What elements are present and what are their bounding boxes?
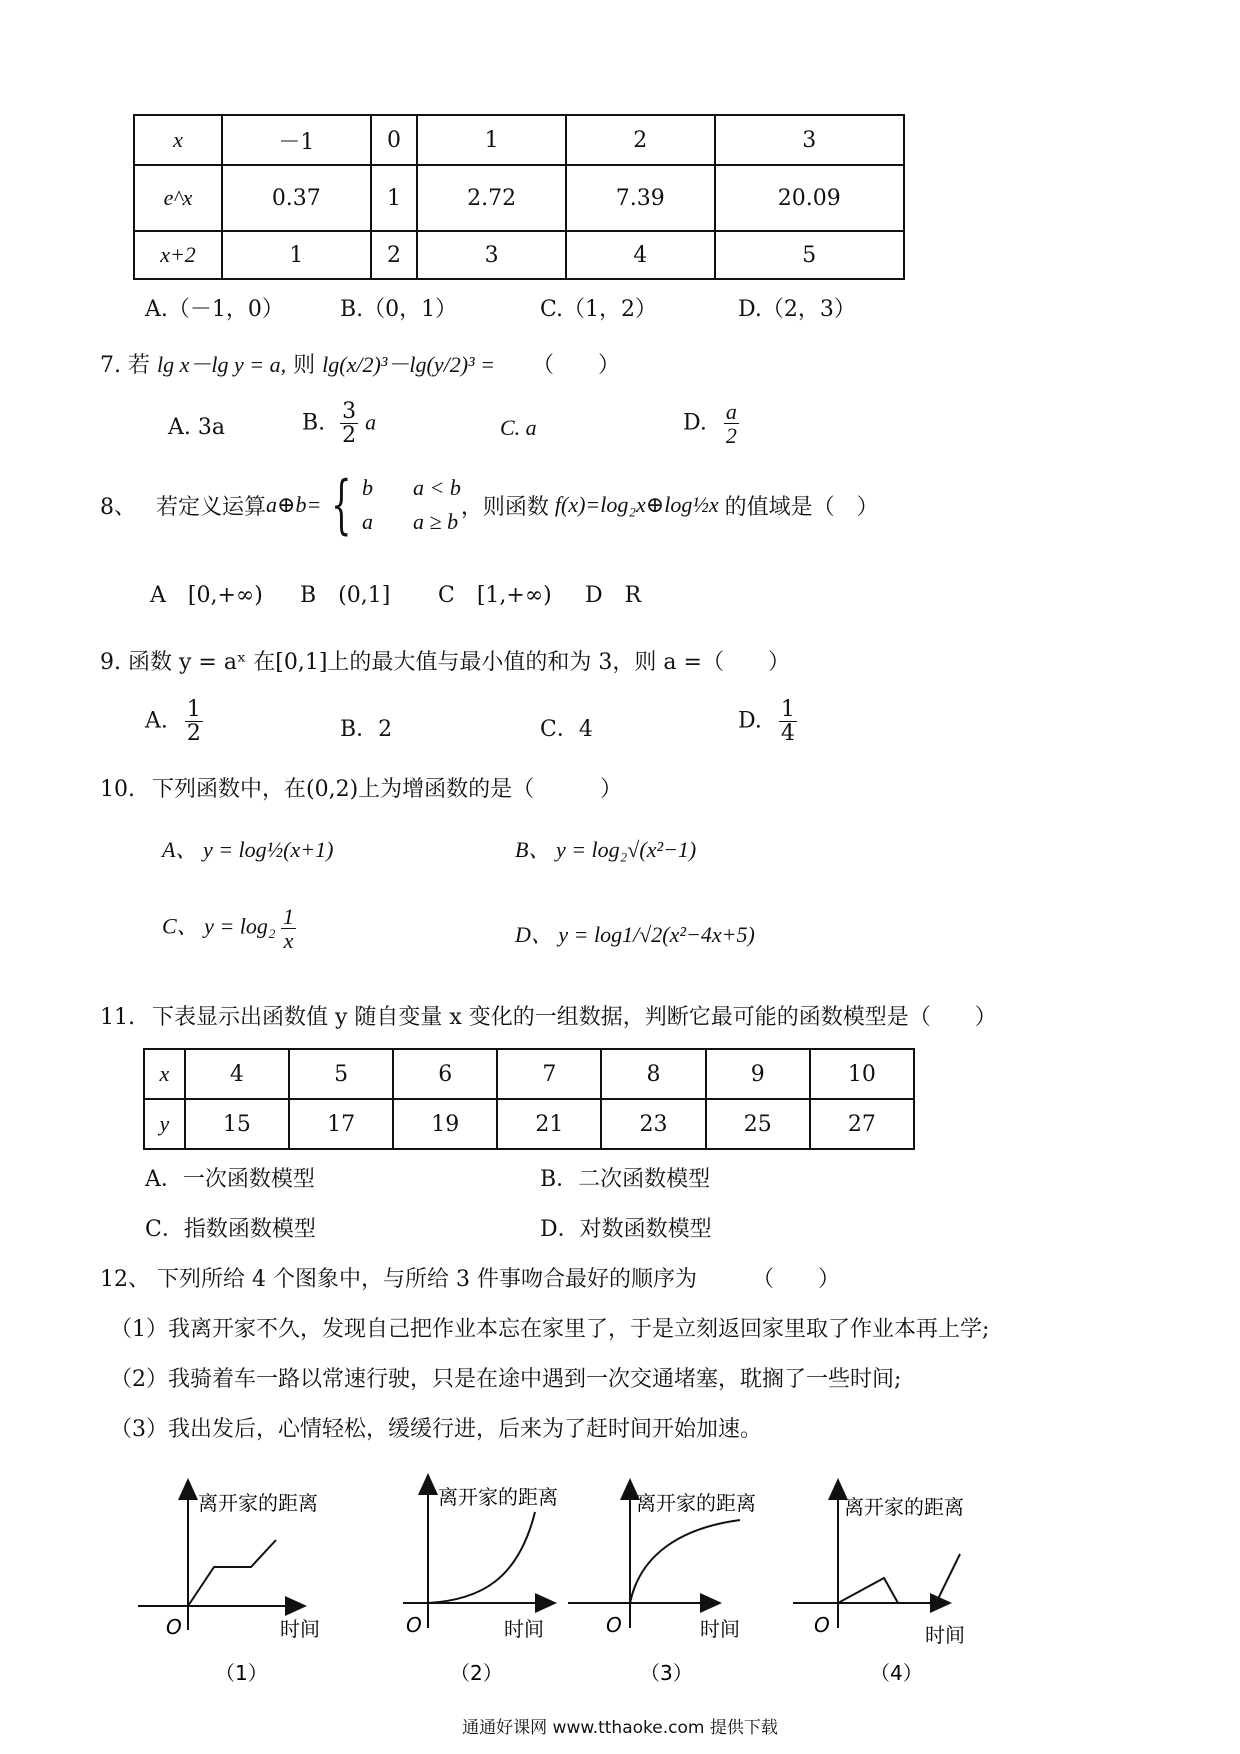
graph-2-curve xyxy=(428,1512,535,1603)
table-cell: x+2 xyxy=(134,231,222,279)
q7-expression: lg(x/2)³－lg(y/2)³ = xyxy=(322,352,495,377)
q10-stem xyxy=(100,772,622,803)
q8-option-a: A [0,+∞) xyxy=(150,583,263,608)
fraction-numerator: 3 xyxy=(342,399,357,424)
q8-function: f(x)=log₂x⊕log½x xyxy=(554,492,719,517)
q11-option-d: D．对数函数模型 xyxy=(540,1217,712,1242)
q12-stem xyxy=(100,1262,840,1293)
q6-option-c: C.（1，2） xyxy=(540,297,658,322)
q12-text: 下列所给 4 个图象中，与所给 3 件事吻合最好的顺序为 （ ） xyxy=(157,1267,840,1292)
q10-option-c-label: C、 y = log₂ xyxy=(162,913,276,939)
q11-text: 下表显示出函数值 y 随自变量 x 变化的一组数据，判断它最可能的函数模型是（ ） xyxy=(152,1005,997,1030)
q8-option-b: B (0,1] xyxy=(300,583,391,608)
table-cell: 1 xyxy=(371,165,418,231)
graph-3-xlabel: 时间 xyxy=(700,1617,740,1641)
q7-option-a: A. 3a xyxy=(168,415,225,440)
q9-option-a-label: A. xyxy=(145,708,168,734)
q8-option-c: C [1,+∞) xyxy=(438,583,552,608)
q7-option-d xyxy=(683,400,739,447)
q11-number: 11. xyxy=(100,1005,135,1030)
graph-2-origin: O xyxy=(406,1613,422,1637)
q8-option-d: D R xyxy=(585,583,642,608)
table-cell: 21 xyxy=(497,1099,601,1149)
q7-pre: 若 xyxy=(128,353,151,378)
q10-number: 10. xyxy=(100,777,135,802)
brace-icon: { xyxy=(331,468,352,542)
exp-table xyxy=(133,114,905,280)
graph-1-ylabel: 离开家的距离 xyxy=(198,1491,318,1515)
table-cell: 2 xyxy=(371,231,418,279)
table-cell: x xyxy=(134,115,222,165)
graph-4-xlabel: 时间 xyxy=(925,1623,965,1647)
fraction-denominator: x xyxy=(283,928,294,954)
graph-3 xyxy=(568,1480,756,1685)
q12-graphs xyxy=(0,1470,1240,1700)
table-cell: 17 xyxy=(289,1099,393,1149)
table-cell: 20.09 xyxy=(715,165,904,231)
table-cell: 7.39 xyxy=(566,165,715,231)
table-cell: 6 xyxy=(393,1049,497,1099)
q9-option-a xyxy=(145,698,203,745)
graph-2 xyxy=(403,1475,558,1685)
graph-2-xlabel: 时间 xyxy=(504,1617,544,1641)
q8-pre: 若定义运算 xyxy=(156,494,267,520)
q8-operator: a⊕b= xyxy=(266,492,322,517)
q7-option-d-label: D. xyxy=(683,410,707,436)
q6-option-b: B.（0，1） xyxy=(340,297,458,322)
q7-number: 7. xyxy=(100,353,121,378)
fraction-numerator: 1 xyxy=(780,697,795,722)
table-cell: 27 xyxy=(810,1099,914,1149)
q11-option-a: A．一次函数模型 xyxy=(145,1167,315,1192)
fraction-numerator: 1 xyxy=(283,904,295,929)
q9-option-c: C．4 xyxy=(540,717,593,742)
fraction-denominator: 2 xyxy=(725,423,737,449)
q10-option-a: A、 y = log½(x+1) xyxy=(162,837,334,862)
fraction-numerator: a xyxy=(725,399,737,424)
q10-option-b: B、 y = log₂√(x²−1) xyxy=(515,837,697,862)
table-cell: x xyxy=(144,1049,185,1099)
q11-option-b: B．二次函数模型 xyxy=(540,1167,711,1192)
q12-event-2: （2）我骑着车一路以常速行驶，只是在途中遇到一次交通堵塞，耽搁了一些时间; xyxy=(110,1367,902,1392)
table-cell: 7 xyxy=(497,1049,601,1099)
graph-4-ylabel: 离开家的距离 xyxy=(844,1495,964,1519)
q6-option-d: D.（2，3） xyxy=(738,297,856,322)
graph-1-origin: O xyxy=(166,1615,182,1639)
table-cell: 25 xyxy=(706,1099,810,1149)
graph-4 xyxy=(793,1480,965,1685)
q9-option-d xyxy=(738,698,797,745)
q8-piecewise xyxy=(362,471,461,539)
fraction-denominator: 2 xyxy=(186,721,201,747)
graph-2-ylabel: 离开家的距离 xyxy=(438,1485,558,1509)
q11-option-c: C．指数函数模型 xyxy=(145,1217,316,1242)
table-cell: y xyxy=(144,1099,185,1149)
q9-text: 函数 y = aˣ 在[0,1]上的最大值与最小值的和为 3，则 a =（ ） xyxy=(128,650,790,675)
table-cell: 4 xyxy=(566,231,715,279)
table-cell: 5 xyxy=(289,1049,393,1099)
q7-option-b-var: a xyxy=(365,409,377,435)
q8-case1-value: b xyxy=(362,475,374,500)
graph-3-curve xyxy=(630,1520,740,1603)
table-cell: 1 xyxy=(417,115,566,165)
q8-case1-condition: a < b xyxy=(413,475,461,500)
q9-number: 9. xyxy=(100,650,121,675)
q7-option-b xyxy=(302,400,376,447)
table-cell: 8 xyxy=(601,1049,705,1099)
q7-blank: （ ） xyxy=(531,353,620,378)
graph-1-caption: （1） xyxy=(215,1661,268,1685)
q7-stem xyxy=(100,348,620,379)
q11-stem xyxy=(100,1000,997,1031)
xy-table xyxy=(143,1048,915,1150)
q7-option-c: C. a xyxy=(500,415,537,440)
graph-4-origin: O xyxy=(814,1613,830,1637)
graph-1 xyxy=(138,1480,320,1685)
q8-case2-condition: a ≥ b xyxy=(413,509,459,534)
fraction-numerator: 1 xyxy=(186,697,201,722)
table-cell: 3 xyxy=(417,231,566,279)
table-cell: 5 xyxy=(715,231,904,279)
graph-1-xlabel: 时间 xyxy=(280,1617,320,1641)
q8-number: 8、 xyxy=(100,494,136,520)
table-cell: 19 xyxy=(393,1099,497,1149)
page-footer: 通通好课网 www.tthaoke.com 提供下载 xyxy=(462,1718,778,1738)
graph-1-curve xyxy=(188,1540,276,1606)
table-cell: 9 xyxy=(706,1049,810,1099)
q8-post: 的值域是（ ） xyxy=(724,494,879,520)
table-cell: 15 xyxy=(185,1099,289,1149)
graph-3-ylabel: 离开家的距离 xyxy=(636,1491,756,1515)
table-cell: 0.37 xyxy=(222,165,371,231)
q7-then: 则 xyxy=(293,353,316,378)
q6-option-a: A.（－1，0） xyxy=(145,297,284,322)
q12-number: 12、 xyxy=(100,1267,150,1292)
q10-option-d: D、 y = log1/√2(x²−4x+5) xyxy=(515,922,755,947)
q10-option-c xyxy=(162,905,296,952)
fraction-denominator: 2 xyxy=(342,423,357,449)
table-cell: 2.72 xyxy=(417,165,566,231)
fraction-denominator: 4 xyxy=(780,721,795,747)
q9-option-d-label: D. xyxy=(738,708,762,734)
graph-3-origin: O xyxy=(606,1613,622,1637)
table-cell: 2 xyxy=(566,115,715,165)
q7-condition: lg x－lg y = a, xyxy=(157,352,287,377)
table-cell: 1 xyxy=(222,231,371,279)
table-cell: 4 xyxy=(185,1049,289,1099)
table-cell: 10 xyxy=(810,1049,914,1099)
q8-mid: ，则函数 xyxy=(460,494,549,520)
q12-event-1: （1）我离开家不久，发现自己把作业本忘在家里了，于是立刻返回家里取了作业本再上学; xyxy=(110,1317,990,1342)
table-cell: 3 xyxy=(715,115,904,165)
q9-stem xyxy=(100,645,790,676)
q10-text: 下列函数中，在(0,2)上为增函数的是（ ） xyxy=(152,777,623,802)
q7-option-b-label: B. xyxy=(302,410,326,436)
table-cell: e^x xyxy=(134,165,222,231)
q8-stem xyxy=(100,470,879,540)
table-cell: 23 xyxy=(601,1099,705,1149)
q9-option-b: B．2 xyxy=(340,717,393,742)
graph-3-caption: （3） xyxy=(640,1661,693,1685)
graph-4-curve xyxy=(838,1554,960,1603)
table-cell: －1 xyxy=(222,115,371,165)
graph-2-caption: （2） xyxy=(450,1661,503,1685)
q12-event-3: （3）我出发后，心情轻松，缓缓行进，后来为了赶时间开始加速。 xyxy=(110,1417,762,1442)
table-cell: 0 xyxy=(371,115,418,165)
q8-case2-value: a xyxy=(362,509,374,534)
graph-4-caption: （4） xyxy=(870,1661,923,1685)
